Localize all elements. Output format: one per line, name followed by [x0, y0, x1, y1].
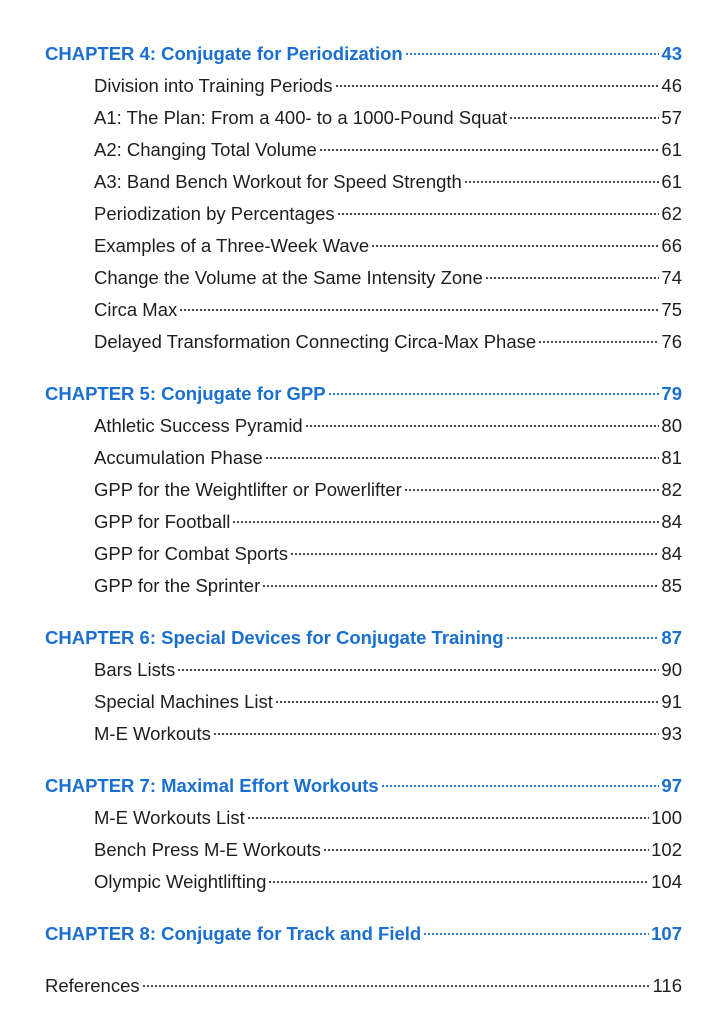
page-number: 104	[651, 871, 682, 892]
page-number: 90	[661, 659, 682, 680]
toc-entry[interactable]	[94, 406, 682, 436]
toc-entry[interactable]	[94, 130, 682, 160]
page-number: 102	[651, 839, 682, 860]
entry-title: M-E Workouts List	[94, 807, 245, 828]
toc-entry[interactable]	[94, 290, 682, 320]
toc-chapter-4[interactable]	[45, 34, 682, 64]
toc-entry[interactable]	[94, 862, 682, 892]
page-number: 80	[661, 415, 682, 436]
toc-entry[interactable]	[94, 322, 682, 352]
dot-leader	[213, 714, 660, 740]
toc-entry[interactable]	[94, 830, 682, 860]
dot-leader	[404, 470, 660, 496]
entry-title: A1: The Plan: From a 400- to a 1000-Pound Squat	[94, 107, 508, 128]
entry-title: Accumulation Phase	[94, 447, 263, 468]
toc-entry[interactable]	[94, 682, 682, 712]
page-number: 100	[651, 807, 682, 828]
entry-title: GPP for the Weightlifter or Powerlifter	[94, 479, 402, 500]
toc-entry[interactable]	[94, 798, 682, 828]
toc-chapter-8[interactable]	[45, 914, 682, 944]
toc-entry[interactable]	[94, 534, 682, 564]
entry-title: Athletic Success Pyramid	[94, 415, 303, 436]
dot-leader	[142, 966, 651, 992]
chapter-title: CHAPTER 8: Conjugate for Track and Field	[45, 923, 422, 944]
toc-entry[interactable]	[94, 470, 682, 500]
toc-entry[interactable]	[94, 438, 682, 468]
dot-leader	[319, 130, 660, 156]
toc-entry[interactable]	[94, 98, 682, 128]
dot-leader	[247, 798, 649, 824]
chapter-title: CHAPTER 4: Conjugate for Periodization	[45, 43, 403, 64]
entry-title: Delayed Transformation Connecting Circa-Max Phase	[94, 331, 537, 352]
page-number: 46	[661, 75, 682, 96]
toc-entry[interactable]	[94, 502, 682, 532]
entry-title: Examples of a Three-Week Wave	[94, 235, 370, 256]
page-number: 116	[652, 975, 682, 996]
toc-entry[interactable]	[94, 650, 682, 680]
page-number: 57	[661, 107, 682, 128]
dot-leader	[464, 162, 660, 188]
entry-title: A3: Band Bench Workout for Speed Strength	[94, 171, 462, 192]
toc-entry[interactable]	[94, 258, 682, 288]
entry-title: Division into Training Periods	[94, 75, 333, 96]
entry-title: Bench Press M-E Workouts	[94, 839, 321, 860]
entry-title: Olympic Weightlifting	[94, 871, 267, 892]
references-title: References	[45, 975, 140, 996]
toc-chapter-6[interactable]	[45, 618, 682, 648]
entry-title: Special Machines List	[94, 691, 273, 712]
page-number: 82	[661, 479, 682, 500]
entry-title: Circa Max	[94, 299, 178, 320]
page-number: 62	[661, 203, 682, 224]
page-number: 79	[661, 383, 682, 404]
page-number: 75	[661, 299, 682, 320]
dot-leader	[275, 682, 660, 708]
dot-leader	[262, 566, 659, 592]
dot-leader	[265, 438, 660, 464]
toc-entry[interactable]	[94, 194, 682, 224]
page-number: 84	[661, 511, 682, 532]
dot-leader	[177, 650, 659, 676]
chapter-title: CHAPTER 7: Maximal Effort Workouts	[45, 775, 379, 796]
chapter-title: CHAPTER 5: Conjugate for GPP	[45, 383, 326, 404]
entry-title: GPP for Football	[94, 511, 231, 532]
toc-chapter-5[interactable]	[45, 374, 682, 404]
page-number: 107	[651, 923, 682, 944]
toc-entry[interactable]	[94, 66, 682, 96]
toc-entry[interactable]	[94, 714, 682, 744]
dot-leader	[232, 502, 659, 528]
dot-leader	[290, 534, 659, 560]
dot-leader	[323, 830, 649, 856]
page-number: 85	[661, 575, 682, 596]
dot-leader	[381, 766, 660, 792]
page-number: 43	[661, 43, 682, 64]
dot-leader	[179, 290, 659, 316]
dot-leader	[337, 194, 660, 220]
page-number: 91	[661, 691, 682, 712]
page-number: 61	[661, 171, 682, 192]
dot-leader	[328, 374, 660, 400]
entry-title: Change the Volume at the Same Intensity Zone	[94, 267, 483, 288]
dot-leader	[405, 34, 660, 60]
entry-title: M-E Workouts	[94, 723, 211, 744]
page-number: 93	[661, 723, 682, 744]
page-number: 61	[661, 139, 682, 160]
entry-title: Periodization by Percentages	[94, 203, 335, 224]
toc-chapter-7[interactable]	[45, 766, 682, 796]
dot-leader	[538, 322, 659, 348]
toc-entry[interactable]	[94, 162, 682, 192]
entry-title: A2: Changing Total Volume	[94, 139, 317, 160]
page-number: 84	[661, 543, 682, 564]
entry-title: GPP for the Sprinter	[94, 575, 261, 596]
dot-leader	[335, 66, 660, 92]
dot-leader	[268, 862, 649, 888]
page-number: 97	[661, 775, 682, 796]
chapter-title: CHAPTER 6: Special Devices for Conjugate Training	[45, 627, 504, 648]
toc-entry[interactable]	[94, 566, 682, 596]
dot-leader	[509, 98, 659, 124]
page-number: 81	[661, 447, 682, 468]
page-number: 74	[661, 267, 682, 288]
dot-leader	[423, 914, 649, 940]
entry-title: Bars Lists	[94, 659, 176, 680]
page-number: 87	[661, 627, 682, 648]
page-number: 66	[661, 235, 682, 256]
entry-title: GPP for Combat Sports	[94, 543, 288, 564]
page-number: 76	[661, 331, 682, 352]
dot-leader	[506, 618, 660, 644]
toc-entry[interactable]	[94, 226, 682, 256]
toc-references[interactable]	[45, 966, 682, 996]
dot-leader	[485, 258, 660, 284]
dot-leader	[305, 406, 660, 432]
dot-leader	[371, 226, 659, 252]
